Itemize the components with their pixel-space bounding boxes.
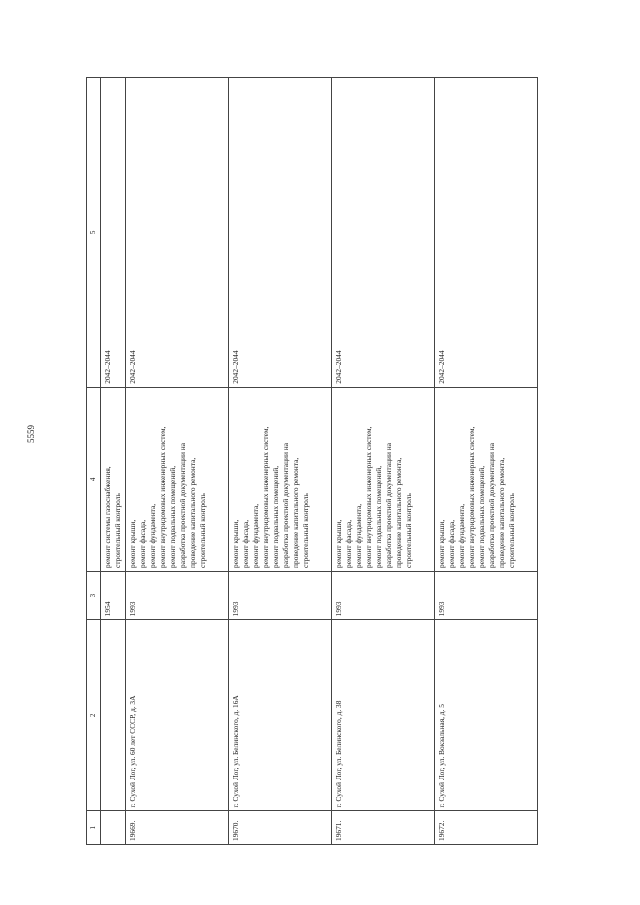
cont-address xyxy=(101,620,126,811)
work-item: строительный контроль xyxy=(507,493,517,568)
row-period: 2042–2044 xyxy=(435,78,538,388)
header-col-4: 4 xyxy=(87,387,101,571)
row-num: 19670. xyxy=(229,811,332,845)
row-year: 1993 xyxy=(332,571,435,619)
work-item: ремонт фундамента, xyxy=(251,503,261,568)
cont-period: 2042–2044 xyxy=(101,78,126,388)
row-address: г. Сухой Лог, ул. Белинского, д. 38 xyxy=(332,620,435,811)
work-item: ремонт фундамента, xyxy=(354,503,364,568)
header-col-2: 2 xyxy=(87,620,101,811)
work-item: строительный контроль xyxy=(198,493,208,568)
row-works xyxy=(435,387,538,571)
work-item: проведение капитального ремонта, xyxy=(188,457,198,568)
cont-works xyxy=(101,387,126,571)
table-row xyxy=(126,78,229,845)
row-works xyxy=(126,387,229,571)
work-item: проведение капитального ремонта, xyxy=(497,457,507,568)
work-item: строительный контроль xyxy=(404,493,414,568)
work-item: ремонт фасада, xyxy=(344,519,354,568)
work-item: ремонт внутридомовых инженерных систем, xyxy=(467,426,477,568)
row-period: 2042–2044 xyxy=(229,78,332,388)
row-address: г. Сухой Лог, ул. Вокзальная, д. 5 xyxy=(435,620,538,811)
work-item: ремонт фундамента, xyxy=(148,503,158,568)
work-item: ремонт фундамента, xyxy=(457,503,467,568)
work-item: ремонт внутридомовых инженерных систем, xyxy=(158,426,168,568)
work-item: ремонт внутридомовых инженерных систем, xyxy=(261,426,271,568)
continuation-row xyxy=(101,78,126,845)
row-works xyxy=(332,387,435,571)
row-num: 19669. xyxy=(126,811,229,845)
table-row xyxy=(435,78,538,845)
work-item: ремонт крыши, xyxy=(437,519,447,568)
work-item: строительный контроль xyxy=(301,493,311,568)
work-item: ремонт крыши, xyxy=(128,519,138,568)
row-year: 1993 xyxy=(126,571,229,619)
work-item: разработка проектной документации на xyxy=(487,442,497,568)
work-item: ремонт фасада, xyxy=(241,519,251,568)
work-item: ремонт подвальных помещений, xyxy=(477,465,487,568)
work-item: ремонт подвальных помещений, xyxy=(168,465,178,568)
row-period: 2042–2044 xyxy=(126,78,229,388)
work-item: ремонт фасада, xyxy=(447,519,457,568)
work-item: ремонт подвальных помещений, xyxy=(271,465,281,568)
cont-year: 1954 xyxy=(101,571,126,619)
table-row xyxy=(332,78,435,845)
work-item: ремонт крыши, xyxy=(334,519,344,568)
row-year: 1993 xyxy=(435,571,538,619)
work-item: ремонт системы газоснабжения, xyxy=(103,466,113,568)
row-works xyxy=(229,387,332,571)
page-number: 5559 xyxy=(26,425,36,443)
row-num: 19671. xyxy=(332,811,435,845)
header-col-3: 3 xyxy=(87,571,101,619)
work-item: ремонт внутридомовых инженерных систем, xyxy=(364,426,374,568)
table-row xyxy=(229,78,332,845)
work-item: строительный контроль xyxy=(113,493,123,568)
cont-num xyxy=(101,811,126,845)
work-item: разработка проектной документации на xyxy=(178,442,188,568)
header-col-1: 1 xyxy=(87,811,101,845)
work-item: ремонт крыши, xyxy=(231,519,241,568)
repair-schedule-table xyxy=(86,77,538,845)
rotated-table-container xyxy=(86,77,532,845)
work-item: разработка проектной документации на xyxy=(384,442,394,568)
row-year: 1993 xyxy=(229,571,332,619)
header-col-5: 5 xyxy=(87,78,101,388)
row-address: г. Сухой Лог, ул. 60 лет СССР, д. 3А xyxy=(126,620,229,811)
work-item: разработка проектной документации на xyxy=(281,442,291,568)
row-address: г. Сухой Лог, ул. Белинского, д. 16А xyxy=(229,620,332,811)
work-item: ремонт фасада, xyxy=(138,519,148,568)
work-item: проведение капитального ремонта, xyxy=(394,457,404,568)
row-num: 19672. xyxy=(435,811,538,845)
work-item: проведение капитального ремонта, xyxy=(291,457,301,568)
row-period: 2042–2044 xyxy=(332,78,435,388)
work-item: ремонт подвальных помещений, xyxy=(374,465,384,568)
header-row xyxy=(87,78,101,845)
